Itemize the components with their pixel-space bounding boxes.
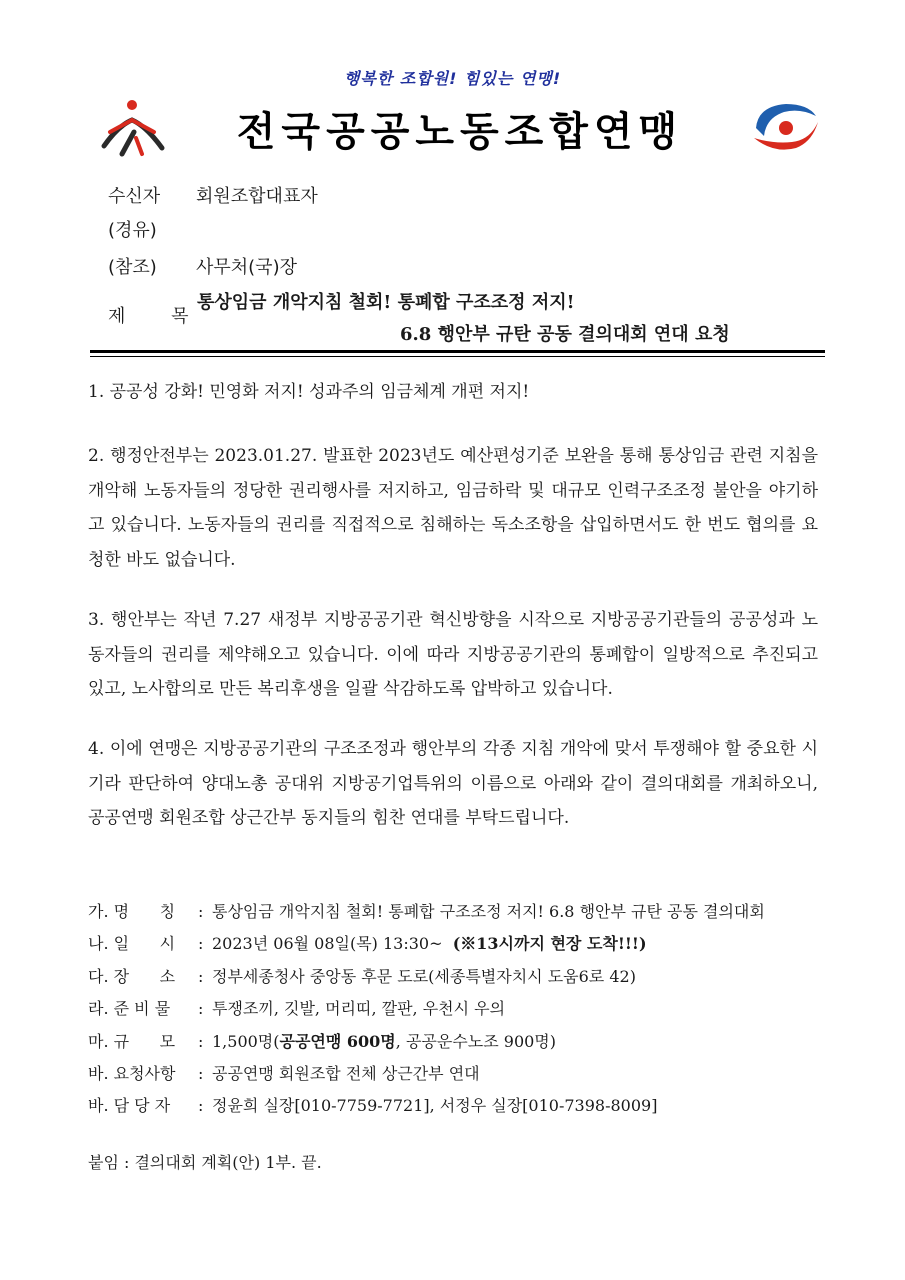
detail-separator: : — [198, 902, 204, 921]
attachment-note: 붙임 : 결의대회 계획(안) 1부. 끝. — [88, 1153, 322, 1172]
scale-federation: 공공연맹 600명 — [279, 1031, 396, 1051]
recipient-value: 회원조합대표자 — [196, 186, 318, 207]
detail-value: 통상임금 개악지침 철회! 통폐합 구조조정 저지! 6.8 행안부 규탄 공동 결의대회 — [212, 902, 765, 921]
detail-label: 마. 규 모 — [88, 1031, 176, 1051]
reference-label: (참조) — [108, 257, 157, 278]
scale-suffix: , 공공운수노조 900명) — [395, 1031, 556, 1051]
detail-label: 바. 요청사항 — [88, 1063, 176, 1083]
header-slogan: 행복한 조합원! 힘있는 연맹! — [343, 69, 562, 88]
federation-logo-icon — [96, 96, 168, 158]
detail-value: 공공연맹 회원조합 전체 상근간부 연대 — [212, 1063, 480, 1083]
detail-row-place — [88, 961, 828, 993]
paragraph-1: 1. 공공성 강화! 민영화 저지! 성과주의 임금체계 개편 저지! — [88, 382, 530, 402]
detail-separator: : — [198, 999, 204, 1019]
detail-label: 라. 준 비 물 — [88, 999, 171, 1019]
organization-title: 전국공공노동조합연맹 — [236, 109, 684, 155]
header-divider-thick — [90, 350, 825, 353]
recipient-row — [108, 182, 318, 208]
detail-value: 정부세종청사 중앙동 후문 도로(세종특별자치시 도움6로 42) — [212, 966, 636, 986]
reference-row — [108, 253, 297, 279]
detail-row-name — [88, 896, 828, 928]
arrival-note: (※13시까지 현장 도착!!!) — [452, 934, 647, 954]
recipient-label: 수신자 — [108, 186, 161, 207]
detail-separator: : — [198, 966, 204, 986]
detail-label: 가. 명 칭 — [88, 902, 176, 921]
detail-value: 투쟁조끼, 깃발, 머리띠, 깔판, 우천시 우의 — [212, 999, 506, 1019]
detail-value: 정윤희 실장[010-7759-7721], 서정우 실장[010-7398-8009] — [212, 1096, 658, 1116]
event-details — [88, 896, 828, 1123]
detail-row-request — [88, 1058, 828, 1090]
subject-line-2: 6.8 행안부 규탄 공동 결의대회 연대 요청 — [400, 324, 730, 345]
scale-prefix: 1,500명( — [212, 1031, 280, 1051]
detail-row-scale — [88, 1026, 828, 1058]
detail-row-preparation — [88, 993, 828, 1025]
detail-separator: : — [198, 1096, 204, 1116]
subject-label: 제 목 — [108, 306, 209, 327]
paragraph-4: 4. 이에 연맹은 지방공공기관의 구조조정과 행안부의 각종 지침 개악에 맞서 투쟁해야 할 중요한 시기라 판단하여 양대노총 공대위 지방공기업특위의 이름으로 아래와 같이 결의대회를 개최하오니, 공공연맹 회원조합 상근간부 동지들의 힘찬 연대를 부탁드립니다. — [88, 739, 818, 828]
detail-separator: : — [198, 934, 204, 954]
paragraph-3: 3. 행안부는 작년 7.27 새정부 지방공공기관 혁신방향을 시작으로 지방공공기관들의 공공성과 노동자들의 권리를 제약해오고 있습니다. 이에 따라 지방공공기관의 통폐합이 일방적으로 추진되고 있고, 노사합의로 만든 복리후생을 일괄 삭감하도록 압박하고 있습니다. — [88, 610, 818, 699]
union-emblem-icon — [748, 98, 822, 156]
detail-label: 바. 담 당 자 — [88, 1096, 171, 1116]
header-divider-thin — [90, 356, 825, 357]
detail-label: 다. 장 소 — [88, 966, 176, 986]
detail-value: 2023년 06월 08일(목) 13:30~ — [212, 934, 443, 954]
detail-row-contact — [88, 1090, 828, 1122]
detail-separator: : — [198, 1063, 204, 1083]
via-label: (경유) — [108, 220, 157, 241]
detail-label: 나. 일 시 — [88, 934, 176, 954]
subject-line-1: 통상임금 개악지침 철회! 통폐합 구조조정 저지! — [197, 292, 575, 313]
paragraph-2: 2. 행정안전부는 2023.01.27. 발표한 2023년도 예산편성기준 보완을 통해 통상임금 관련 지침을 개악해 노동자들의 정당한 권리행사를 저지하고, 임금하락 및 대규모 인력구조조정 불안을 야기하고 있습니다. 노동자들의 권리를 직접적으로 침해하는 독소조항을 삽입하면서도 한 번도 협의를 요청한 바도 없습니다. — [88, 446, 818, 570]
via-row — [108, 216, 196, 242]
reference-value: 사무처(국)장 — [196, 257, 297, 278]
detail-separator: : — [198, 1031, 204, 1051]
detail-row-datetime — [88, 928, 828, 960]
